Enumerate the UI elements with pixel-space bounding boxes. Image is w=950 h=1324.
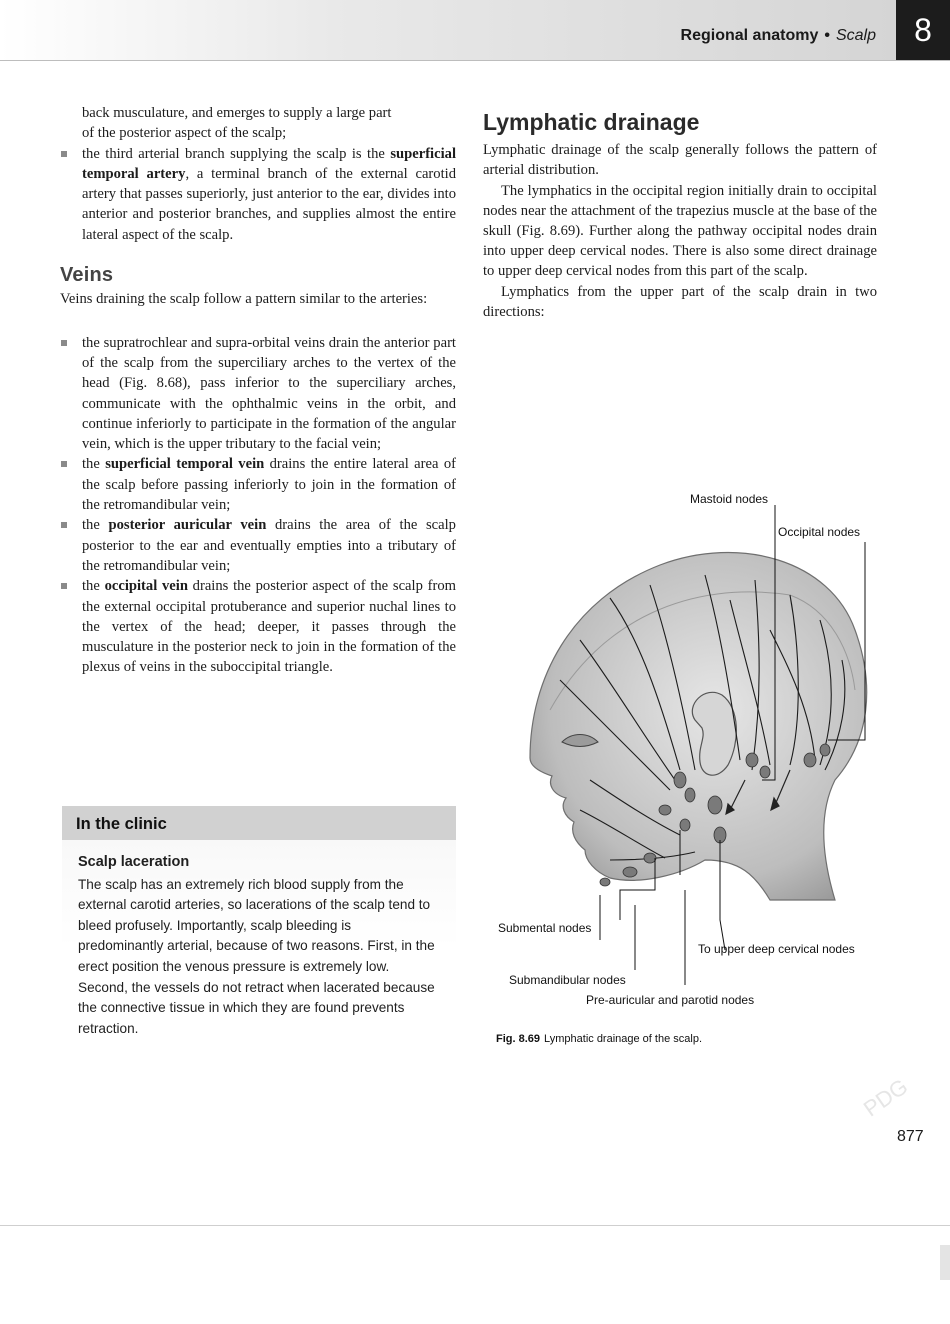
label-mastoid-nodes: Mastoid nodes: [690, 492, 769, 506]
veins-heading: Veins: [60, 264, 114, 287]
bullet-text-pre: the supratrochlear and supra-orbital veins drain the anterior part of the scalp from the superciliary arches to the vertex of the head (Fig. 8.68), pass inferior to the superciliary arches, communicate with the ophthalmic veins in the orbit, and continue inferiorly to participate in the formation of the angular vein, which is the upper tributary to the facial vein;: [82, 334, 456, 453]
intro-line-1: back musculature, and emerges to supply a large part: [82, 105, 392, 121]
figure-number: Fig. 8.69: [496, 1033, 541, 1045]
label-preauricular-parotid: Pre-auricular and parotid nodes: [586, 993, 755, 1007]
head-silhouette: [530, 553, 867, 900]
clinic-body: [62, 840, 456, 1039]
chapter-number-tab: 8: [896, 0, 950, 60]
list-item: [60, 454, 456, 515]
label-upper-deep-cervical: To upper deep cervical nodes: [698, 942, 855, 956]
bullet-text-post: drains the entire lateral area of the scalp before passing inferiorly to join in the formation of the retromandibular vein;: [82, 456, 456, 514]
label-submental-nodes: Submental nodes: [498, 921, 592, 935]
running-head-section: Regional anatomy: [680, 27, 819, 44]
artery-list: [60, 144, 456, 245]
running-head-subsection: Scalp: [835, 27, 876, 44]
bullet-text-pre: the: [82, 578, 105, 595]
list-item: [60, 515, 456, 576]
veins-list: [60, 333, 456, 678]
bullet-text-post: , a terminal branch of the external carotid artery that passes superiorly, just anterior to the ear, divides into anterior and posterior branches, and supplies almost the entire lateral aspect of the scalp.: [82, 165, 456, 243]
clinic-box: [62, 806, 456, 1042]
bullet-text-post: drains the posterior aspect of the scalp from the external occipital protuberance and superior nuchal lines to the vertex of the head; deeper, it passes through the musculature in the posterior neck to join in the formation of the plexus of veins in the suboccipital triangle.: [82, 578, 456, 676]
list-item: [60, 333, 456, 455]
bullet-term: occipital vein: [104, 578, 188, 595]
intro-line-2: of the posterior aspect of the scalp;: [82, 125, 287, 142]
bullet-text-post: drains the area of the scalp posterior to the ear and eventually empties into a tributary of the retromandibular vein;: [82, 517, 456, 574]
bullet-text-pre: the third arterial branch supplying the scalp is the: [82, 145, 391, 162]
list-item: [60, 576, 456, 677]
page-bottom-rule: [0, 1225, 950, 1226]
bullet-text-pre: the: [82, 456, 106, 473]
pdg-watermark: PDG: [858, 1073, 913, 1122]
page-number: 877: [897, 1128, 924, 1145]
label-submandibular-nodes: Submandibular nodes: [509, 973, 626, 987]
lymph-paragraph-2: The lymphatics in the occipital region initially drain to occipital nodes near the attachment of the trapezius muscle at the base of the skull (Fig. 8.69). Further along the pathway occipital nodes drain into upper deep cervical nodes. There is also some direct drainage to upper deep cervical nodes from this part of the scalp.: [483, 182, 877, 280]
running-head-separator: •: [824, 27, 830, 44]
bullet-text-pre: the: [82, 517, 109, 534]
right-column: [483, 109, 877, 322]
clinic-subtitle: Scalp laceration: [78, 854, 190, 870]
list-item: [60, 144, 456, 245]
label-occipital-nodes: Occipital nodes: [778, 525, 861, 539]
running-head: [681, 27, 876, 45]
bullet-term: posterior auricular vein: [108, 517, 267, 534]
page-edge-mark: [940, 1245, 950, 1280]
veins-intro: Veins draining the scalp follow a pattern similar to the arteries:: [60, 291, 428, 308]
bullet-term: superficial temporal artery: [82, 145, 456, 182]
lymph-paragraph-3: Lymphatics from the upper part of the scalp drain in two directions:: [483, 283, 877, 320]
left-column: [60, 103, 456, 678]
lymphatic-heading: Lymphatic drainage: [483, 109, 700, 135]
clinic-text: The scalp has an extremely rich blood supply from the external carotid arteries, so lacerations of the scalp tend to bleed profusely. Importantly, scalp bleeding is predominantly arterial, because of two reasons. First, in the erect position the venous pressure is extremely low. Second, the vessels do not retract when lacerated because the connective tissue in which they are found prevents retraction.: [78, 876, 435, 1036]
bullet-term: superficial temporal vein: [105, 456, 265, 473]
figure-caption: [496, 1033, 702, 1045]
figure-title: Lymphatic drainage of the scalp.: [544, 1033, 702, 1045]
figure-8-69: [490, 480, 890, 1050]
lymph-paragraph-1: Lymphatic drainage of the scalp generally follows the pattern of arterial distribution.: [483, 142, 877, 179]
clinic-title: In the clinic: [62, 806, 456, 840]
